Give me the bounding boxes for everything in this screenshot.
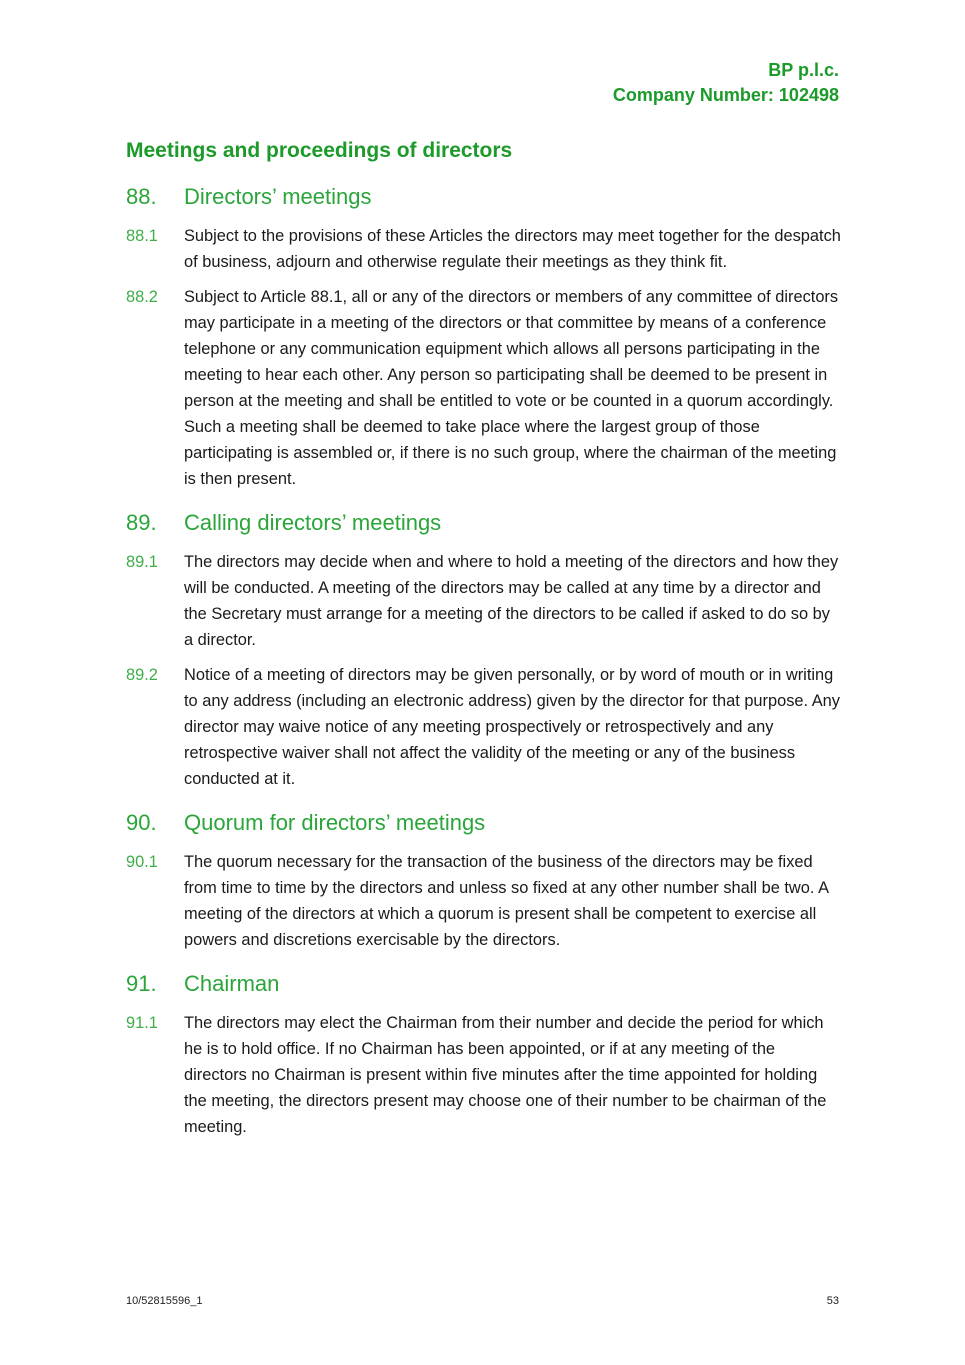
- clause-number: 89.2: [126, 666, 158, 684]
- company-number: Company Number: 102498: [612, 85, 839, 105]
- clause-text: The directors may elect the Chairman from their number and decide the period for which he is to hold office. If no Chairman has been appointed, or if at any meeting of the directors no Chairman is present within five minutes after the time appointed for holding the meeting, the directors present may choose one of their number to be chairman of the meeting.: [184, 1014, 827, 1136]
- document-body: [126, 136, 842, 1149]
- clause-text: The directors may decide when and where to hold a meeting of the directors and how they will be conducted. A meeting of the directors may be called at any time by a director and the Secretary must arrange for a meeting of the directors to be called if asked to do so by a director.: [184, 553, 839, 649]
- part-title: Meetings and proceedings of directors: [126, 139, 513, 162]
- clause: [126, 849, 842, 953]
- clause: [126, 223, 842, 275]
- article-88: [126, 182, 842, 492]
- clause: [126, 1010, 842, 1140]
- clause-number: 88.2: [126, 288, 158, 306]
- clause-text: Subject to the provisions of these Articles the directors may meet together for the despatch of business, adjourn and otherwise regulate their meetings as they think fit.: [184, 227, 841, 271]
- clause: [126, 284, 842, 492]
- clause-text: The quorum necessary for the transaction of the business of the directors may be fixed from time to time by the directors and unless so fixed at any other number shall be two. A meeting of the directors at which a quorum is present shall be competent to exercise all powers and discretions exercisable by the directors.: [184, 853, 829, 949]
- article-heading: [126, 969, 842, 999]
- article-number: 89.: [126, 510, 157, 535]
- page-header: [613, 58, 839, 108]
- clause-text: Subject to Article 88.1, all or any of the directors or members of any committee of directors may participate in a meeting of the directors or that committee by means of a conference telephone or any communication equipment which allows all persons participating in the meeting to hear each other. Any person so participating shall be deemed to be present in person at the meeting and shall be entitled to vote or be counted in a quorum accordingly. Such a meeting shall be deemed to take place where the largest group of those participating is assembled or, if there is no such group, where the chairman of the meeting is then present.: [184, 288, 839, 488]
- article-number: 88.: [126, 184, 157, 209]
- clause: [126, 549, 842, 653]
- article-89: [126, 508, 842, 792]
- article-title: Calling directors’ meetings: [184, 510, 442, 535]
- article-title: Directors’ meetings: [184, 184, 372, 209]
- clause-number: 88.1: [126, 227, 158, 245]
- article-heading: [126, 508, 842, 538]
- clause: [126, 662, 842, 792]
- document-reference: 10/52815596_1: [126, 1295, 203, 1307]
- clause-number: 91.1: [126, 1014, 158, 1032]
- article-title: Quorum for directors’ meetings: [184, 810, 486, 835]
- article-91: [126, 969, 842, 1140]
- article-90: [126, 808, 842, 953]
- clause-number: 89.1: [126, 553, 158, 571]
- clause-number: 90.1: [126, 853, 158, 871]
- article-heading: [126, 182, 842, 212]
- article-number: 90.: [126, 810, 157, 835]
- page-number: 53: [826, 1295, 839, 1307]
- clause-text: Notice of a meeting of directors may be given personally, or by word of mouth or in writing to any address (including an electronic address) given by the director for that purpose. Any director may waive notice of any meeting prospectively or retrospectively and any retrospective waiver shall not affect the validity of the meeting or any of the business conducted at it.: [184, 666, 840, 788]
- article-number: 91.: [126, 971, 157, 996]
- article-heading: [126, 808, 842, 838]
- article-title: Chairman: [184, 971, 280, 996]
- company-name: BP p.l.c.: [768, 60, 839, 80]
